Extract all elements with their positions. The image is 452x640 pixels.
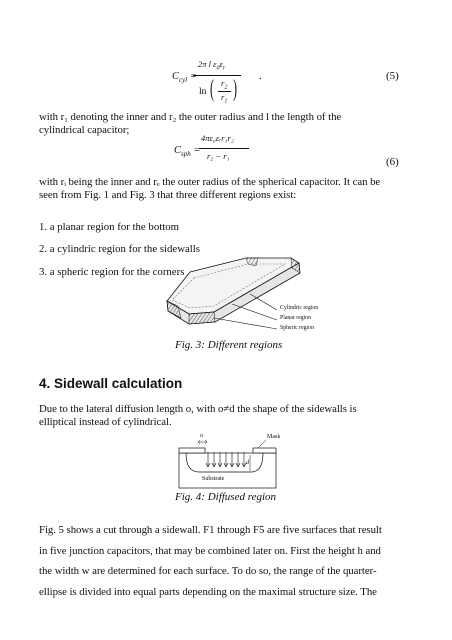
eq5-r2: $r_2$	[221, 78, 228, 91]
eq5-left-paren: (	[210, 76, 214, 102]
eq5-r1: $r_1$	[221, 92, 228, 105]
paragraph-sidewall: Due to the lateral diffusion length o, with o≠d the shape of the sidewalls is elliptical instead of cylindrical.	[39, 403, 357, 428]
fig3-label-planar: Planar region	[280, 315, 312, 321]
eq5-ln: ln	[199, 87, 207, 97]
paragraph-2: with rᵢ being the inner and rₑ the outer radius of the spherical capacitor. It can be seen from Fig. 1 and Fig. 3 that three different regions exist:	[39, 176, 381, 201]
list-item: 2. a cylindric region for the sidewalls	[39, 243, 201, 255]
fig4-label-d: d	[246, 460, 249, 466]
list-item: 1. a planar region for the bottom	[39, 221, 180, 233]
fig4-label-substrate: Substrate	[202, 476, 225, 482]
fig4-shape	[179, 440, 276, 488]
fig3-label-spheric: Spheric region	[280, 325, 314, 331]
section-heading: 4. Sidewall calculation	[39, 376, 183, 391]
eq5-period: .	[259, 70, 262, 82]
eq5-lhs: $C_{cyl}$ =	[172, 71, 197, 85]
fig3-label-cylindric: Cylindric region	[280, 305, 319, 311]
fig4-label-o: o	[200, 433, 203, 439]
eq5-number: (5)	[386, 70, 399, 82]
eq5-numerator: 2π l $\varepsilon_0\varepsilon_r$	[198, 59, 226, 72]
list-item: 3. a spheric region for the corners	[39, 266, 185, 278]
fig4-caption: Fig. 4: Diffused region	[175, 491, 277, 503]
fig4-label-mask: Mask	[267, 434, 281, 440]
eq5-right-paren: )	[233, 76, 237, 102]
fig3-caption: Fig. 3: Different regions	[175, 339, 283, 351]
eq6-number: (6)	[386, 156, 399, 168]
eq6-denominator: r₂ − r₁	[207, 151, 230, 161]
paragraph-1: with r₁ denoting the inner and r₂ the outer radius and l the length of the cylindrical capacitor;	[39, 111, 342, 136]
eq6-numerator: 4πε₀εᵣr₁r₂	[201, 133, 234, 143]
paragraph-3: Fig. 5 shows a cut through a sidewall. F1 through F5 are five surfaces that result in five junction capacitors, that may be combined later on. First the height h and the width w are determined for each surface. To do so, the range of the quarter- ellipse is divided into equal parts depending on the maximal structure size. The	[39, 524, 382, 598]
eq6-lhs: $C_{sph}$ =	[174, 145, 201, 159]
